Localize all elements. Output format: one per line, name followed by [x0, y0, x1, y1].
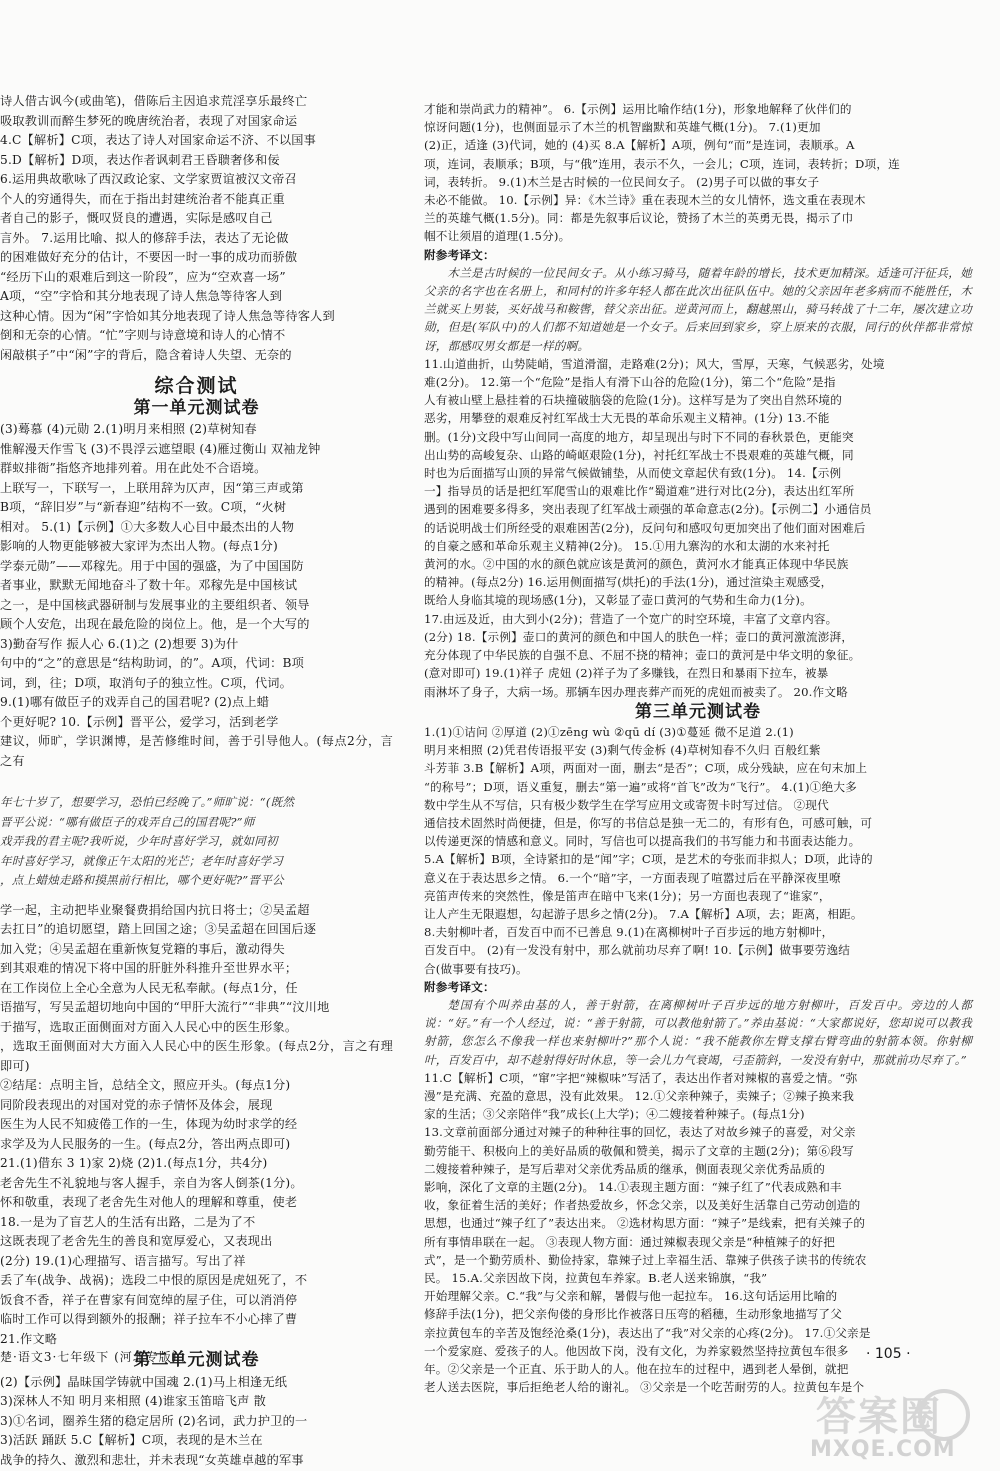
- text-line: 相对。 5.(1)【示例】①大多数人心目中最杰出的人物: [0, 519, 295, 534]
- watermark-sub-text: MXQE.COM: [810, 1437, 956, 1462]
- text-line: (2)正，适逢 (3)代词，她的 (4)买 8.A【解析】A项，例句“而”是连词，表顺承。A: [424, 138, 855, 153]
- text-line: 黄河的水。②中国的水的颜色就应该是黄河的颜色，黄河水才能真正体现中华民族: [424, 557, 849, 572]
- text-line: “经历下山的艰难后到这一阶段”，应为“空欢喜一场”: [0, 269, 286, 284]
- text-line: 4.C【解析】C项，表达了诗人对国家命运不济、不以国事: [0, 133, 316, 147]
- text-line: A项，“空”字恰和其分地表现了诗人焦急等待客人到: [0, 289, 282, 303]
- text-line: 未必不能做。 10.【示例】异：《木兰诗》重在表现木兰的女儿情怀，选文重在表现木: [424, 193, 866, 208]
- text-line: 同阶段表现出的对国对党的赤子情怀及体会，展现: [0, 1097, 273, 1112]
- text-line: 词，到，往；D项，取消句子的独立性。C项，代词。: [0, 675, 293, 690]
- text-line: 21.作文略: [0, 1331, 58, 1346]
- text-line: 3)活跃 踊跃 5.C【解析】C项，表现的是木兰在: [0, 1433, 263, 1447]
- text-line: 难(2分)。 12.第一个“危险”是指人有滑下山谷的危险(1分)，第二个“危险”是指: [424, 375, 836, 390]
- text-line: 顾个人安危，出现在最危险的岗位上。他，是一个大写的: [0, 617, 310, 631]
- text-line: 群蚁排衙”指悠齐地排列着。用在此处不合语境。: [0, 461, 267, 475]
- text-line: 老舍先生不礼貌地与客人握手，亲自为客人倒茶(1分)。: [0, 1175, 303, 1190]
- text-line: 饭食不香，祥子在曹家有间宽绰的屋子住，可以消消停: [0, 1292, 298, 1307]
- text-line: 战争的持久、激烈和悲壮，并未表现“女英雄卓越的军事: [0, 1452, 304, 1467]
- text-line: 的困难做好充分的估计，不要因一时一事的成功而骄傲: [0, 250, 298, 264]
- text-line: 3)深林人不知 明月来相照 (4)谁家玉笛暗飞声 散: [0, 1394, 266, 1408]
- text-line: 的精神。(每点2分) 16.运用侧面描写(烘托)的手法(1分)，通过渲染主观感受，: [424, 575, 833, 590]
- text-line: 所有事情串联在一起。 ③表现人物方面：通过辣椒表现父亲是“种植辣子的好把: [424, 1234, 836, 1249]
- watermark-main-text: 答案圈: [816, 1394, 942, 1440]
- text-line: 之一，是中国核武器研制与发展事业的主要组织者、领导: [0, 597, 310, 612]
- text-line: 让人产生无限遐想，勾起游子思乡之情(2分)。 7.A【解析】A项，去；距离，相距。: [424, 906, 863, 921]
- text-line: 年七十岁了，想要学习，恐怕已经晚了。”师旷说：“(既然: [0, 795, 295, 809]
- text-line: 恶劣，用攀登的艰难反衬红军战士大无畏的革命乐观主义精神。(1分) 13.不能: [424, 411, 830, 426]
- text-line: 者自己的影子，慨叹贤良的遭遇，实际是感叹自己: [0, 211, 273, 225]
- text-line: 遇到的困难要多得多，突出表现了红军战士顽强的革命意志(2分)。【示例二】小通信员: [424, 502, 872, 517]
- text-line: 个更好呢? 10.【示例】晋平公，爱学习，活到老学: [0, 714, 279, 729]
- right-column: [424, 100, 972, 1396]
- reference-translation-text: 木兰是古时候的一位民间女子。从小练习骑马，随着年龄的增长，技术更加精深。适逢可汗征兵，她父亲的名字也在名册上，和同村的许多年轻人都在此次出征队伍中。她的父亲因年老多病而不能胜任，木兰就买上男装，买好战马和鞍辔，替父亲出征。逆黄河而上，翻越黑山，骑马转战了十二年，屡次建立功勋，但是(军队中)的人们都不知道她是一个女子。后来回到家乡，穿上原来的衣服，同行的伙伴都非常惊讶，都感叹男女都是一样的啊。: [424, 265, 972, 353]
- text-line: 一个爱家庭、爱孩子的人。他因故下岗，没有文化，为养家毅然坚持拉黄包车很多: [424, 1343, 849, 1358]
- text-line: 去扛日”的追切愿望，踏上回国之途；③吴孟超在回国后逐: [0, 922, 317, 936]
- text-line: 临时工作可以得到额外的报酬；祥子拉车不小心摔了曹: [0, 1312, 298, 1326]
- text-line: 人有被山壁上悬挂着的石块撞破脑袋的危险(1分)。这样写是为了突出自然环境的: [424, 393, 843, 408]
- text-line: 在工作岗位上全心全意为人民无私奉献。(每点1分，任: [0, 980, 298, 995]
- text-line: 医生为人民不知疲倦工作的一生，体现为幼时求学的经: [0, 1117, 298, 1131]
- text-line: 收，象征着生活的美好；作者热爱故乡，怀念父亲，以及美好生活靠自己劳动创造的: [424, 1198, 861, 1213]
- text-line: 学泰元勋”——邓稼先。用于中国的强盛，为了中国国防: [0, 558, 304, 573]
- text-line: 戏弄我的君主呢?我听说，少年时喜好学习，就如同初: [0, 834, 278, 848]
- text-line: 项，连词，表顺承；B项，与“俄”连用，表示不久，一会儿；C项，连词，表转折；D项，连: [424, 156, 900, 171]
- text-line: 兰的英雄气概(1.5分)。同：都是先叙事后议论，赞扬了木兰的英勇无畏，揭示了巾: [424, 211, 854, 226]
- text-line: 民。 15.A.父亲因故下岗，拉黄包车养家。B.老人送来锦旗，“我”: [424, 1271, 768, 1285]
- text-line: “的称号”；D项，语义重复，删去“第一遍”或将“首飞”改为“飞行”。 4.(1)①绝大多: [424, 779, 857, 794]
- text-line: 亲拉黄包车的辛苦及饱经沧桑(1分)，表达出了“我”对父亲的心疼(2分)。 17.①父亲是: [424, 1325, 871, 1340]
- text-line: 二嫂接着种辣子，是写后辈对父亲优秀品质的继承，侧面表现父亲优秀品质的: [424, 1161, 825, 1176]
- text-line: 通信技术固然时尚便捷，但是，你写的书信总是独一无二的，有形有色，可感可触，可: [424, 815, 873, 830]
- text-line: B项，“辞旧岁”与“新春迎”结构不一致。C项，“火树: [0, 500, 287, 514]
- text-line: 才能和崇尚武力的精神”。 6.【示例】运用比喻作结(1分)，形象地解释了伙伴们的: [424, 102, 852, 116]
- text-line: 诗人借古讽今(或曲笔)，借陈后主因追求荒淫享乐最终亡: [0, 94, 308, 108]
- unit1-answers: [0, 420, 393, 771]
- text-line: 学一起，主动把毕业聚餐费捐给国内抗日将士；②吴孟超: [0, 902, 310, 917]
- text-line: 漫”是充满、充盈的意思，没有此效果。 12.①父亲种辣子，卖辣子；②辣子换来我: [424, 1088, 855, 1103]
- text-line: ，点上蜡烛走路和摸黑前行相比，哪个更好呢?”晋平公: [0, 873, 284, 887]
- text-line: 11.C【解析】C项，“窜”字把“辣椒味”写活了，表达出作者对辣椒的喜爱之情。“弥: [424, 1070, 858, 1085]
- text-line: ②结尾：点明主旨，总结全文，照应开头。(每点1分): [0, 1078, 291, 1092]
- unit2-more-answers: [424, 355, 972, 701]
- text-line: 亮笛声传来的突然性，像是笛声在暗中飞来(1分)；另一方面也表现了“谁家”，: [424, 888, 831, 903]
- text-line: 9.(1)哪有做臣子的戏弄自己的国君呢? (2)点上蜡: [0, 695, 270, 709]
- text-line: 11.山道曲折，山势陡峭，雪道滑溜，走路难(2分)；风大，雪厚，天寒，气候恶劣，处境: [424, 356, 885, 371]
- text-line: 老人送去医院，事后拒绝老人给的谢礼。 ③父亲是一个吃苦耐劳的人。拉黄包车是个: [424, 1380, 865, 1395]
- text-line: 晋平公说：“哪有做臣子的戏弄自己的国君呢?”师: [0, 814, 255, 829]
- text-line: 于描写，选取正面侧面对方面入人民心中的医生形象。: [0, 1019, 298, 1034]
- text-line: 语描写，写吴孟超切地向中国的“甲肝大流行”“非典”“汶川地: [0, 1000, 330, 1014]
- text-line: 个人的穷通得失，而在于指出封建统治者不能真正重: [0, 191, 285, 206]
- text-line: 3)勤奋写作 振人心 6.(1)之 (2)想要 3)为什: [0, 636, 239, 651]
- mid-answers: [0, 901, 393, 1350]
- text-line: 上联写一，下联写一，上联用辞为仄声，因“第三声或第: [0, 480, 304, 495]
- text-line: 影响的人物更能够被大家评为杰出人物。(每点1分): [0, 539, 279, 553]
- text-line: (2分) 19.(1)心理描写、语言描写。写出了祥: [0, 1253, 246, 1268]
- text-line: 雨淋坏了身子，大病一场。那辆车因办理丧葬产而死的虎妞而被卖了。 20.作文略: [424, 684, 848, 699]
- text-line: 意义在于表达思乡之情。 6.一个“暗”字，一方面表现了喧嚣过后在平静深夜里嘹: [424, 870, 841, 885]
- text-line: 年。②父亲是一个正直、乐于助人的人。他在拉车的过程中，遇到老人晕倒，就把: [424, 1362, 849, 1377]
- text-line: 加入党；④吴孟超在重新恢复党籍的事后，激动得失: [0, 941, 285, 956]
- watermark-logo: [798, 1385, 994, 1471]
- text-line: 帼不让须眉的道理(1.5分)。: [424, 229, 571, 244]
- text-line: 倒和无奈的心情。“忙”字则与诗意境和诗人的心情不: [0, 328, 286, 342]
- text-line: 这种心情。因为“闲”字恰如其分地表现了诗人焦急等待客人到: [0, 308, 335, 323]
- text-line: (意对即可) 19.(1)祥子 虎妞 (2)祥子为了多赚钱，在烈日和暴雨下拉车，被暴: [424, 666, 829, 681]
- text-line: 3)①名词，圈养生猪的稳定居所 (2)名词，武力护卫的一: [0, 1413, 308, 1428]
- text-line: 5.A【解析】B项，全诗紧扣的是“闻”字；C项，是艺术的夸张而非拟人；D项，此诗的: [424, 852, 873, 867]
- text-line: (2)【示例】晶昧国学铸就中国魂 2.(1)马上相逢无纸: [0, 1374, 288, 1389]
- text-line: 开始理解父亲。C.“我”与父亲和解，暑假与他一起拉车。 16.这句话运用比喻的: [424, 1289, 838, 1304]
- text-line: 思想，也通过“辣子红了”表达出来。 ②选材构思方面：“辣子”是线索，把有关辣子的: [424, 1216, 866, 1231]
- text-line: 13.文章前面部分通过对辣子的种种往事的回忆，表达了对故乡辣子的喜爱，对父亲: [424, 1125, 856, 1140]
- text-line: 17.由远及近，由大到小(2分)；营造了一个宽广的时空环境，丰富了文章内容。: [424, 611, 838, 626]
- text-line: 数中学生从不写信，只有极少数学生在学写应用文或寄贺卡时写过信。 ②现代: [424, 797, 829, 812]
- reference-translation-label: 附参考译文：: [424, 247, 495, 262]
- text-line: 时也为后面描写山顶的异常气候做铺垫，从而使文章起伏有致(1分)。 14.【示例: [424, 466, 842, 481]
- text-line: 怀和敬重，表现了老舍先生对他人的理解和尊重，使老: [0, 1195, 298, 1209]
- text-line: 6.运用典故歌咏了西汉政论家、文学家贾谊被汉文帝召: [0, 172, 297, 186]
- left-column: [0, 92, 393, 1470]
- unit2-answers: [0, 1373, 393, 1471]
- text-line: 1.(1)①诘问 ②厚道 (2)①zēng wù ②qū dí (3)①蔓延 微不足道 2.(1): [424, 724, 794, 739]
- text-line: 年时喜好学习，就像正午太阳的光芒；老年时喜好学习: [0, 853, 284, 868]
- text-line: (2分) 18.【示例】壶口的黄河的颜色和中国人的肤色一样；壶口的黄河激流澎湃，: [424, 629, 854, 644]
- text-line: 者事业，默默无闻地奋斗了数十年。邓稼先是中国核试: [0, 578, 298, 592]
- text-line: 的话说明战士们所经受的艰难困苦(2分)，反问句和感叹句更加突出了他们面对困难后: [424, 520, 866, 535]
- text-line: 句中的“之”的意思是“结构助词，的”。A项，代词：B项: [0, 656, 305, 670]
- text-line: 8.夫射柳叶者，百发百中而不已善息 9.(1)在离柳树叶子百步远的地方射柳叶，: [424, 925, 834, 940]
- text-line: 一】指导员的话是把红军爬雪山的艰难比作“蜀道难”进行对比(2分)，表达出红军所: [424, 484, 855, 499]
- page-number: · 105 ·: [866, 1346, 911, 1362]
- text-line: ，选取王面侧面对大方面入人民心中的医生形象。(每点2分，言之有理即可): [0, 1039, 393, 1073]
- text-line: 建议，师旷，学识渊博，是苦修维时间，善于引导他人。(每点2分，言之有: [0, 734, 393, 768]
- footer-book-info: 楚·语文3·七年级下 (河北专版): [0, 1350, 178, 1364]
- text-line: 修辞手法(1分)，把父亲佝偻的身形比作被落日压弯的稻穗，生动形象地描写了父: [424, 1307, 843, 1322]
- text-line: 5.D【解析】D项，表达作者讽刺君王昏聩奢侈和佞: [0, 152, 280, 167]
- reference-translation-label-2: 附参考译文：: [424, 979, 495, 994]
- text-line: 求学及为人民服务的一生。(每点2分，答出两点即可): [0, 1136, 291, 1151]
- unit-title: 第一单元测试卷: [133, 397, 260, 418]
- text-line: 明月来相照 (2)凭君传语报平安 (3)剩气传金柝 (4)草树知春不久归 百般红紫: [424, 743, 821, 758]
- text-line: 这既表现了老舍先生的善良和宽厚爱心，又表现出: [0, 1234, 273, 1248]
- translation-block: [0, 793, 393, 891]
- text-line: 家的生活；③父亲陪伴“我”成长(上大学)；④二嫂接着种辣子。(每点1分): [424, 1107, 805, 1122]
- text-line: 出山势的高峻复杂、山路的崎岖艰险(1分)，衬托红军战士不畏艰难的英雄气概，同: [424, 447, 854, 462]
- text-line: 吸取教训而醉生梦死的晚唐统治者，表现了对国家命运: [0, 113, 298, 128]
- text-line: 勤劳能干、积极向上的美好品质的敬佩和赞美，揭示了文章的主题(2分)；第⑥段写: [424, 1143, 854, 1158]
- text-line: 的自豪之感和革命乐观主义精神(2分)。 15.①用九寨沟的水和太湖的水来衬托: [424, 538, 830, 553]
- text-line: 既给人身临其境的现场感(1分)，又彰显了壶口黄河的气势和生命力(1分)。: [424, 593, 812, 608]
- text-line: 合(做事要有技巧)。: [424, 961, 528, 976]
- text-line: 式”，是一个勤劳质朴、勤俭持家，靠辣子过上幸福生活、靠辣子供孩子读书的传统农: [424, 1252, 867, 1267]
- unit3-title: 第三单元测试卷: [635, 701, 761, 722]
- text-line: 丢了车(战争、战祸)；选段二中恨的原因是虎妞死了，不: [0, 1273, 308, 1287]
- unit2-continued: [424, 100, 972, 246]
- text-line: 百发百中。 (2)有一发没有射中，那么就前功尽弃了啊! 10.【示例】做事要劳逸结: [424, 943, 851, 958]
- text-line: 充分体现了中华民族的自强不息、不屈不挠的精神；壶口的黄河是中华文明的象征。: [424, 648, 861, 663]
- text-line: 惊讶问题(1分)，也侧面显示了木兰的机智幽默和英雄气概(1分)。 7.(1)更加: [424, 120, 821, 135]
- text-line: 闲敲棋子”中“闲”字的背后，隐含着诗人失望、无奈的: [0, 347, 292, 362]
- text-line: 斗芳菲 3.B【解析】A项，两面对一面，删去“是否”；C项，成分残缺，应在句末加上: [424, 761, 868, 776]
- text-line: 到其艰难的情况下将中国的肝脏外科推升至世界水平；: [0, 961, 298, 975]
- text-line: (3)蓦慕 (4)元勋 2.(1)明月来相照 (2)草树知春: [0, 422, 257, 436]
- left-top-answers: [0, 92, 393, 365]
- text-line: 惟解漫天作雪飞 (3)不畏浮云遮望眼 (4)雁过衡山 双袖龙钟: [0, 441, 321, 456]
- section-title: 综合测试: [154, 375, 239, 397]
- text-line: 21.(1)借东 3 1)家 2)烧 (2)1.(每点1分，共4分): [0, 1156, 268, 1170]
- text-line: 删。(1分)文段中写山间同一高度的地方，却呈现出与时下不同的春秋景色，更能突: [424, 429, 854, 444]
- text-line: 影响，深化了文章的主题(2分)。 14.①表现主题方面：“辣子红了”代表成熟和丰: [424, 1179, 842, 1194]
- reference-translation-text-2: 楚国有个叫养由基的人，善于射箭，在离柳树叶子百步远的地方射柳叶，百发百中。旁边的人都说：“好。”有一个人经过，说：“善于射箭，可以教他射箭了。”养由基说：“大家都说好，您却说可以教我射箭，您怎么不像我一样也来射柳叶?”那个人说：“我不能教你左臂支撑右臂弯曲的射箭本领。你射柳叶，百发百中，却不趁射得好时休息，等一会儿力气衰竭，弓歪箭斜，一发没有射中，那就前功尽弃了。”: [424, 997, 972, 1067]
- text-line: 18.一是为了盲艺人的生活有出路，二是为了不: [0, 1214, 256, 1229]
- unit3-answers: [424, 723, 972, 978]
- text-line: 以传递更深的情感和意义。同时，写信也可以提高我们的书写能力和书面表达能力。: [424, 834, 861, 849]
- text-line: 词，表转折。 9.(1)木兰是古时候的一位民间女子。 (2)男子可以做的事女子: [424, 174, 820, 189]
- unit2-title: 第二单元测试卷: [133, 1350, 260, 1370]
- text-line: 言外。 7.运用比喻、拟人的修辞手法，表达了无论做: [0, 230, 289, 245]
